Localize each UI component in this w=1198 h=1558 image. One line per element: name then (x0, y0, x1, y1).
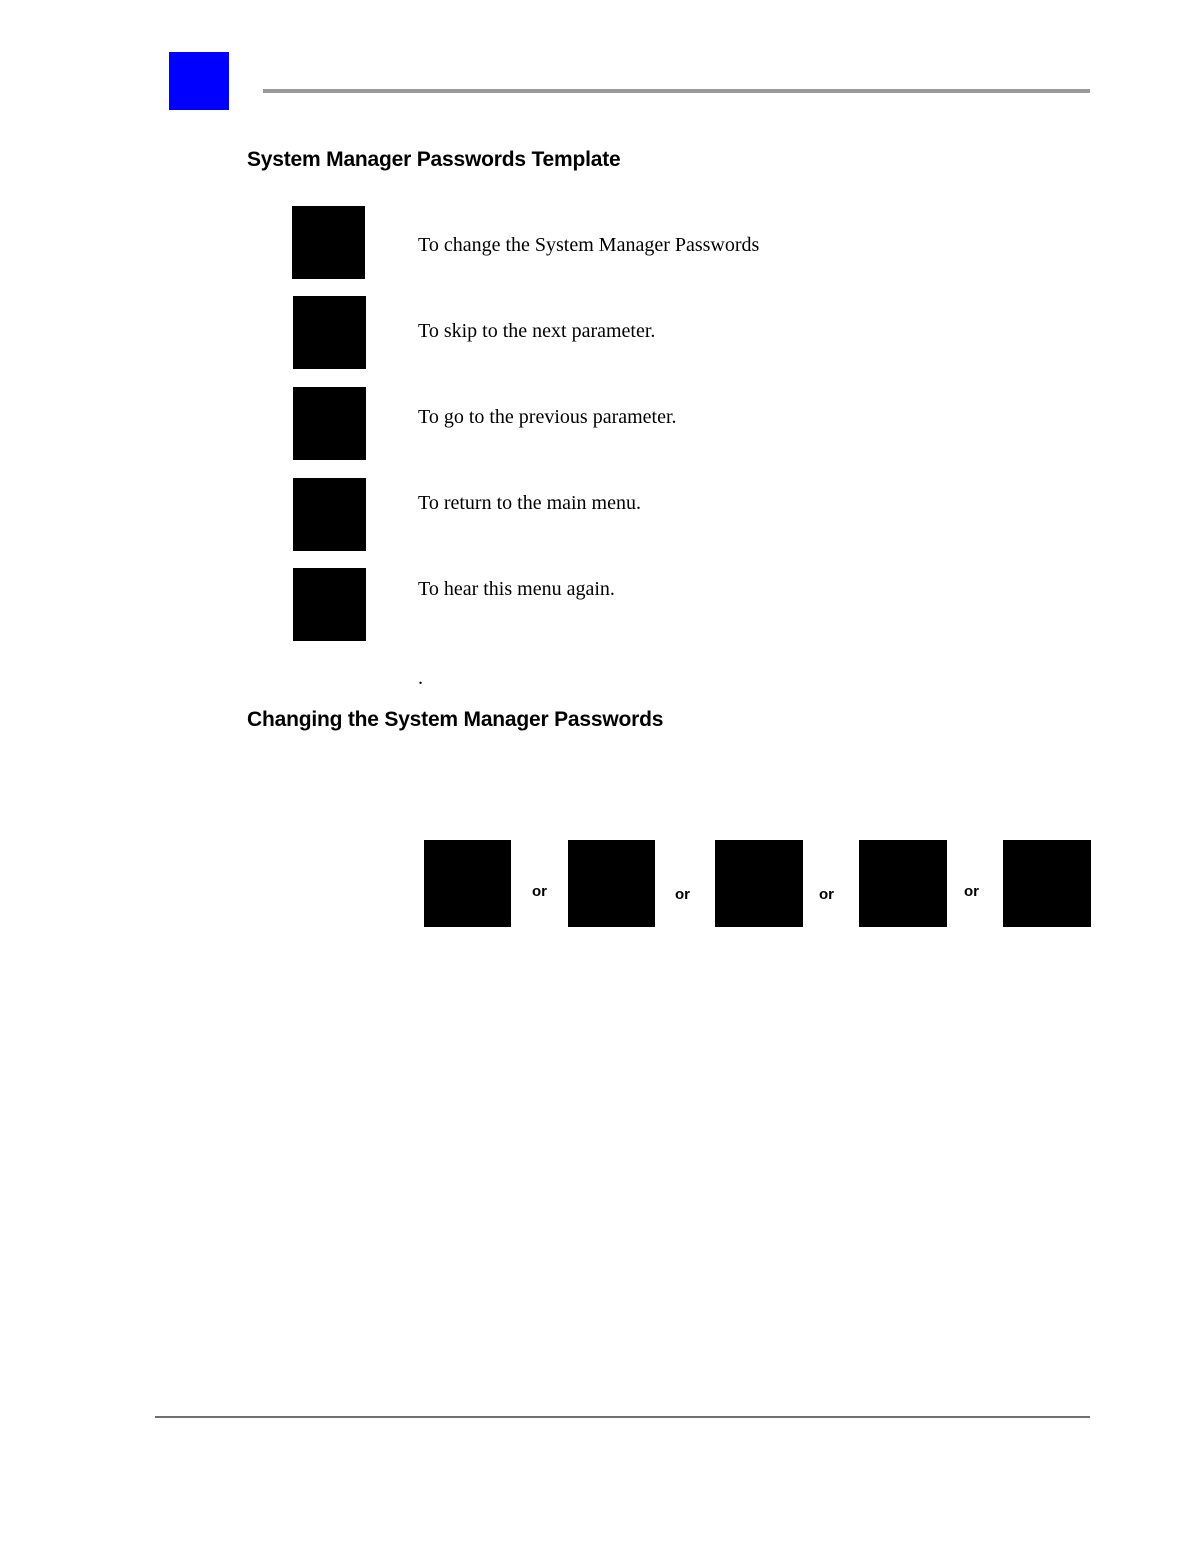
key-icon (293, 387, 366, 460)
menu-option-text: To hear this menu again. (418, 578, 615, 600)
trailing-period: . (418, 667, 423, 689)
key-icon (715, 840, 803, 927)
menu-option-text: To change the System Manager Passwords (418, 234, 760, 256)
menu-option-text: To return to the main menu. (418, 492, 641, 514)
or-separator: or (964, 883, 979, 900)
or-separator: or (819, 886, 834, 903)
key-icon (293, 568, 366, 641)
or-separator: or (532, 883, 547, 900)
or-separator: or (675, 886, 690, 903)
header-rule (263, 89, 1090, 93)
key-icon (1003, 840, 1091, 927)
footer-rule (155, 1416, 1090, 1418)
key-icon (292, 206, 365, 279)
key-icon (568, 840, 655, 927)
section-title-changing: Changing the System Manager Passwords (247, 708, 664, 731)
key-icon (859, 840, 947, 927)
key-icon (424, 840, 511, 927)
key-icon (293, 296, 366, 369)
section-title-template: System Manager Passwords Template (247, 148, 621, 171)
menu-option-text: To skip to the next parameter. (418, 320, 656, 342)
key-icon (293, 478, 366, 551)
chapter-tab (169, 52, 229, 110)
menu-option-text: To go to the previous parameter. (418, 406, 677, 428)
